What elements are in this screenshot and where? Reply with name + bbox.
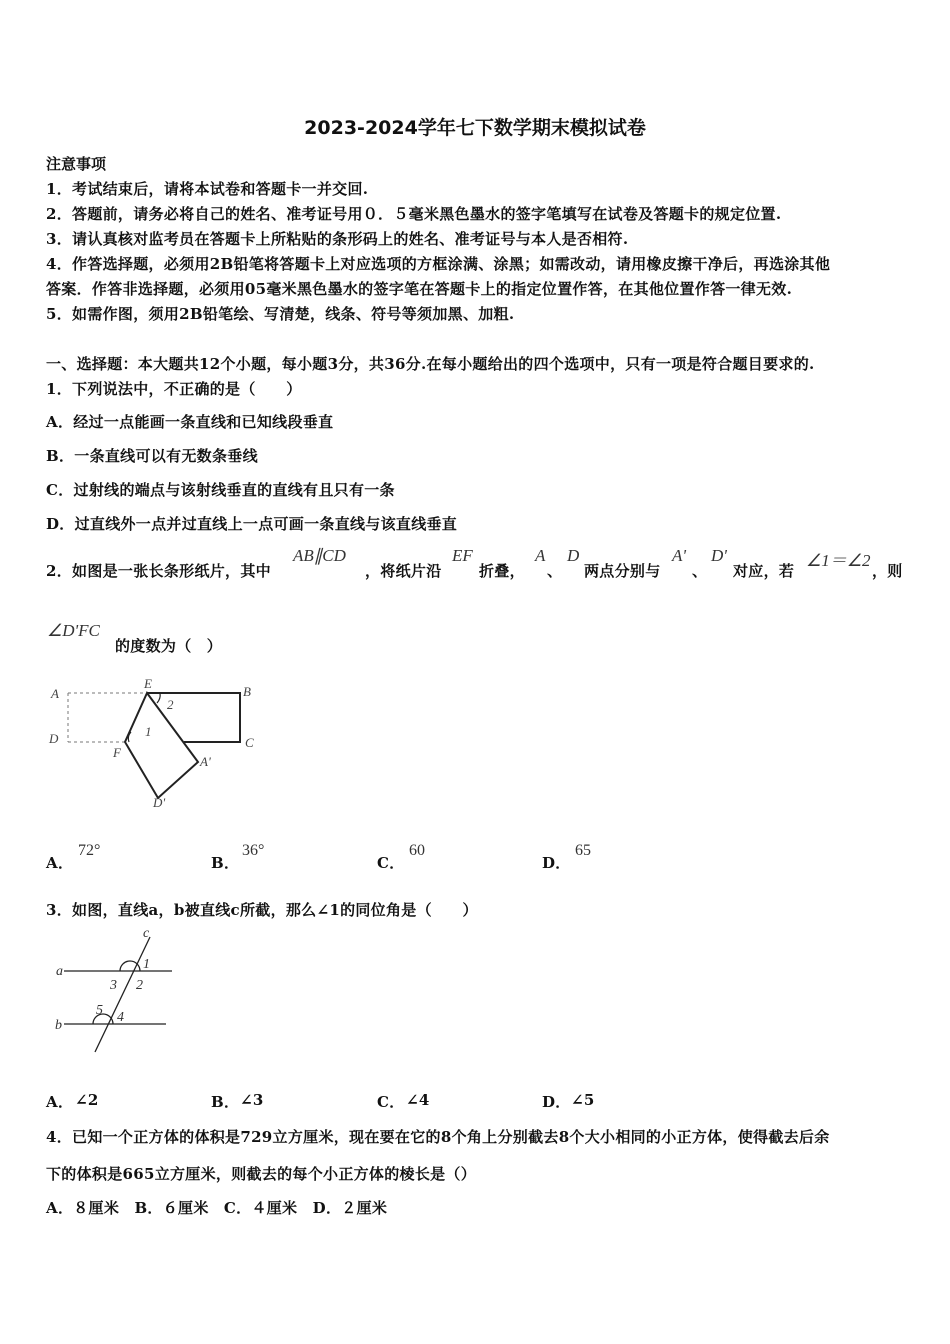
label-a: A	[51, 686, 59, 701]
q2-option-d-value: 65	[575, 842, 591, 859]
angle-2-arc	[157, 693, 160, 703]
angle-arc-upper	[120, 961, 140, 971]
q1-stem: 1．下列说法中，不正确的是（ ）	[46, 380, 302, 398]
label-c: C	[245, 735, 254, 750]
q2-option-b-letter: B．	[211, 854, 240, 872]
page-title: 2023-2024学年七下数学期末模拟试卷	[304, 117, 646, 139]
label-angle-4: 4	[117, 1010, 124, 1025]
q2-option-c-letter: C．	[377, 854, 405, 872]
q2-math-ab-parallel-cd: AB∥CD	[293, 546, 346, 565]
q2-stem-part5: 两点分别与	[584, 562, 661, 580]
q4-options: A．８厘米 B．６厘米 C．４厘米 D．２厘米	[46, 1199, 388, 1217]
label-angle-2: 2	[136, 978, 143, 993]
q3-option-d-letter: D．	[542, 1093, 571, 1111]
notice-item-5: 5．如需作图，须用2B铅笔绘、写清楚，线条、符号等须加黑、加粗.	[46, 305, 515, 323]
q3-option-a-value: ∠2	[75, 1091, 99, 1109]
q2-stem-part4: 、	[547, 562, 563, 580]
label-angle-5: 5	[96, 1003, 103, 1018]
q4-stem-line2: 下的体积是665立方厘米，则截去的每个小正方体的棱长是（）	[46, 1165, 477, 1183]
q2-math-angle-dfc: ∠D'FC	[47, 621, 100, 640]
q2-option-a-letter: A．	[46, 854, 74, 872]
q2-option-d-letter: D．	[542, 854, 571, 872]
q2-stem-part1: 2．如图是一张长条形纸片，其中	[46, 562, 271, 580]
q3-option-d-value: ∠5	[571, 1091, 595, 1109]
q3-stem: 3．如图，直线a，b被直线c所截，那么∠1的同位角是（ ）	[46, 901, 478, 919]
q2-option-c-value: 60	[409, 842, 425, 859]
label-a-prime: A'	[200, 754, 211, 769]
q2-math-ef: EF	[452, 546, 473, 565]
q2-folded-strip-figure	[40, 676, 270, 811]
q3-option-c-letter: C．	[377, 1093, 405, 1111]
label-a: a	[56, 964, 63, 979]
label-b: B	[243, 684, 251, 699]
q2-stem-part8: ，则	[872, 562, 903, 580]
q1-option-c: C．过射线的端点与该射线垂直的直线有且只有一条	[46, 481, 395, 499]
notice-item-4-cont: 答案．作答非选择题，必须用05毫米黑色墨水的签字笔在答题卡上的指定位置作答，在其他位置作答一律无效.	[46, 280, 793, 298]
q1-option-d: D．过直线外一点并过直线上一点可画一条直线与该直线垂直	[46, 515, 458, 533]
label-f: F	[113, 745, 121, 760]
label-c: c	[143, 926, 150, 941]
label-angle-3: 3	[110, 978, 117, 993]
label-angle-1: 1	[143, 957, 150, 972]
label-b: b	[55, 1018, 62, 1033]
q2-option-a-value: 72°	[78, 842, 101, 859]
label-d-prime: D'	[153, 795, 166, 810]
q2-math-a: A	[535, 546, 546, 565]
label-d: D	[49, 731, 59, 746]
q3-transversal-figure	[50, 925, 180, 1055]
q2-math-d-prime: D'	[711, 546, 727, 565]
line-c	[95, 937, 150, 1052]
label-angle-2: 2	[167, 697, 174, 712]
label-angle-1: 1	[145, 724, 152, 739]
q2-option-b-value: 36°	[242, 842, 265, 859]
q3-option-a-letter: A．	[46, 1093, 74, 1111]
notice-item-1: 1．考试结束后，请将本试卷和答题卡一并交回.	[46, 180, 369, 198]
notice-item-4: 4．作答选择题，必须用2B铅笔将答题卡上对应选项的方框涂满、涂黑；如需改动，请用橡皮擦干净后，再选涂其他	[46, 255, 831, 273]
notice-heading: 注意事项	[46, 155, 107, 173]
q3-option-b-letter: B．	[211, 1093, 240, 1111]
q4-stem-line1: 4．已知一个正方体的体积是729立方厘米，现在要在它的8个角上分别截去8个大小相同的小正方体，使得截去后余	[46, 1128, 830, 1146]
strip-outline-right	[147, 693, 240, 742]
label-e: E	[144, 676, 152, 691]
q1-option-b: B．一条直线可以有无数条垂线	[46, 447, 258, 465]
notice-item-3: 3．请认真核对监考员在答题卡上所粘贴的条形码上的姓名、准考证号与本人是否相符.	[46, 230, 629, 248]
q2-stem-part6: 、	[692, 562, 708, 580]
q2-stem-part9: 的度数为（ ）	[115, 637, 223, 655]
q2-stem-part7: 对应，若	[733, 562, 795, 580]
q3-option-c-value: ∠4	[406, 1091, 430, 1109]
section-heading: 一、选择题：本大题共12个小题，每小题3分，共36分.在每小题给出的四个选项中，只有一项是符合题目要求的.	[46, 355, 815, 373]
q2-math-a-prime: A'	[672, 546, 687, 565]
q2-stem-part2: ，将纸片沿	[365, 562, 442, 580]
q2-math-d: D	[567, 546, 580, 565]
folded-part	[125, 693, 198, 798]
q3-option-b-value: ∠3	[240, 1091, 264, 1109]
q1-option-a: A．经过一点能画一条直线和已知线段垂直	[46, 413, 334, 431]
q2-stem-part3: 折叠，	[479, 562, 525, 580]
q2-math-angle-eq: ∠1＝∠2	[806, 551, 871, 570]
notice-item-2: 2．答题前，请务必将自己的姓名、准考证号用０．５毫米黑色墨水的签字笔填写在试卷及答题卡的规定位置.	[46, 205, 782, 223]
